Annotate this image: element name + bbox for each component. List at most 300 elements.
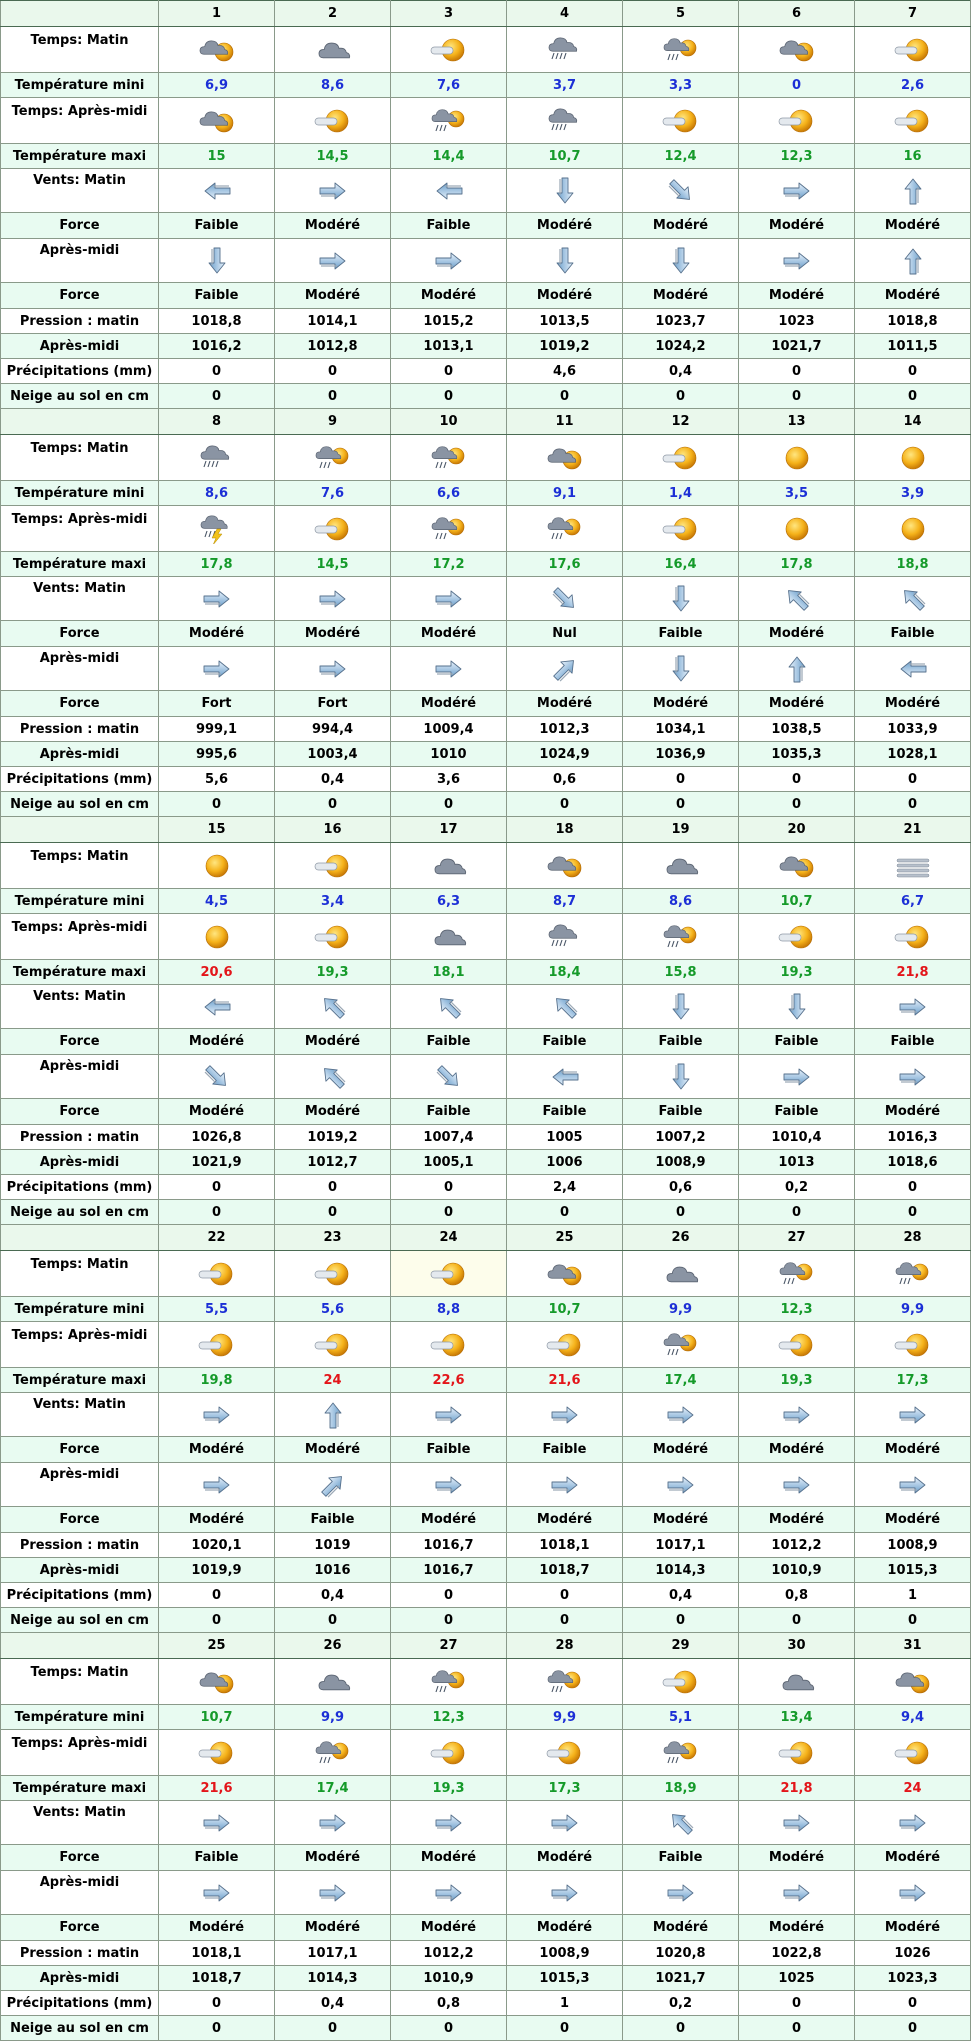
- wind-arrow-left-icon: [159, 985, 275, 1029]
- pressure-cell: 1020,8: [623, 1941, 739, 1966]
- precip-cell: 0: [391, 1583, 507, 1608]
- force-cell: Faible: [159, 213, 275, 239]
- tmin-value: 7,6: [275, 481, 391, 506]
- wind-arrow-left-icon: [855, 647, 971, 691]
- pressure-cell: 1019,9: [159, 1558, 275, 1583]
- snow-cell: 0: [739, 792, 855, 817]
- wind-arrow-up-left-icon: [391, 985, 507, 1029]
- wind-arrow-up-icon: [739, 647, 855, 691]
- snow-cell: 0: [855, 384, 971, 409]
- force-cell: Faible: [507, 1437, 623, 1463]
- pressure-cell: 1028,1: [855, 742, 971, 767]
- row-label: Temps: Après-midi: [1, 98, 159, 144]
- row-label: Neige au sol en cm: [1, 2016, 159, 2041]
- tmin-value: 10,7: [507, 1297, 623, 1322]
- partly-cloudy-icon: [159, 27, 275, 73]
- day-header-row: [1, 817, 971, 843]
- row-label: Neige au sol en cm: [1, 384, 159, 409]
- precip-cell: 0: [739, 1991, 855, 2016]
- partly-cloudy-icon: [507, 1251, 623, 1297]
- sun-cloud-icon: [159, 1322, 275, 1368]
- wind-arrow-right-icon: [739, 239, 855, 283]
- tmax-value: 19,3: [739, 1368, 855, 1393]
- row-label: Temps: Matin: [1, 1251, 159, 1297]
- pressure-cell: 1010,9: [739, 1558, 855, 1583]
- pressure-cell: 1016,2: [159, 334, 275, 359]
- pressure-cell: 1036,9: [623, 742, 739, 767]
- wind-arrow-right-icon: [623, 1871, 739, 1915]
- sky-morning-row: [1, 843, 971, 889]
- tmax-value: 22,6: [391, 1368, 507, 1393]
- force-cell: Modéré: [623, 1915, 739, 1941]
- pressure-cell: 1033,9: [855, 717, 971, 742]
- tmin-value: 9,1: [507, 481, 623, 506]
- force-cell: Modéré: [507, 1915, 623, 1941]
- row-label: Température mini: [1, 1705, 159, 1730]
- precip-cell: 0: [855, 767, 971, 792]
- wind-arrow-right-icon: [507, 1801, 623, 1845]
- snow-row: [1, 1200, 971, 1225]
- wind-arrow-up-icon: [275, 1393, 391, 1437]
- snow-cell: 0: [623, 1200, 739, 1225]
- sun-cloud-icon: [275, 98, 391, 144]
- row-label: Après-midi: [1, 1558, 159, 1583]
- row-label: Neige au sol en cm: [1, 792, 159, 817]
- wind-arrow-up-left-icon: [739, 577, 855, 621]
- day-number: 13: [739, 409, 855, 435]
- row-label: Pression : matin: [1, 309, 159, 334]
- tmax-value: 18,1: [391, 960, 507, 985]
- row-label: Température maxi: [1, 960, 159, 985]
- tmax-value: 17,8: [739, 552, 855, 577]
- wind-afternoon-row: [1, 1463, 971, 1507]
- snow-row: [1, 2016, 971, 2041]
- day-number: 21: [855, 817, 971, 843]
- tmin-value: 6,3: [391, 889, 507, 914]
- pressure-cell: 1019: [275, 1533, 391, 1558]
- force-cell: Faible: [391, 1099, 507, 1125]
- wind-arrow-right-icon: [739, 1871, 855, 1915]
- row-label: Pression : matin: [1, 1533, 159, 1558]
- wind-arrow-right-icon: [275, 647, 391, 691]
- snow-row: [1, 384, 971, 409]
- tmax-value: 10,7: [507, 144, 623, 169]
- force-cell: Modéré: [623, 283, 739, 309]
- tmin-value: 3,3: [623, 73, 739, 98]
- snow-cell: 0: [391, 1200, 507, 1225]
- row-label: Température maxi: [1, 1776, 159, 1801]
- wind-arrow-up-left-icon: [275, 1055, 391, 1099]
- force-cell: Modéré: [159, 1437, 275, 1463]
- day-number: 25: [507, 1225, 623, 1251]
- force-cell: Modéré: [507, 283, 623, 309]
- wind-arrow-right-icon: [855, 1055, 971, 1099]
- snow-cell: 0: [159, 2016, 275, 2041]
- partly-cloudy-icon: [739, 27, 855, 73]
- pressure-cell: 1013,5: [507, 309, 623, 334]
- light-rain-icon: [623, 1322, 739, 1368]
- wind-arrow-right-icon: [507, 1463, 623, 1507]
- force-cell: Faible: [159, 283, 275, 309]
- force-cell: Nul: [507, 621, 623, 647]
- pressure-cell: 1010: [391, 742, 507, 767]
- precip-cell: 0,6: [507, 767, 623, 792]
- pressure-cell: 1026,8: [159, 1125, 275, 1150]
- force-cell: Modéré: [159, 1915, 275, 1941]
- light-rain-icon: [855, 1251, 971, 1297]
- wind-arrow-right-icon: [855, 985, 971, 1029]
- day-number: 28: [507, 1633, 623, 1659]
- row-label: Vents: Matin: [1, 1801, 159, 1845]
- force-cell: Modéré: [739, 1507, 855, 1533]
- sun-cloud-icon: [391, 1730, 507, 1776]
- header-corner: [1, 1, 159, 27]
- day-number: 27: [391, 1633, 507, 1659]
- force-cell: Modéré: [623, 691, 739, 717]
- row-label: Température mini: [1, 481, 159, 506]
- tmin-value: 4,5: [159, 889, 275, 914]
- tmin-value: 9,4: [855, 1705, 971, 1730]
- snow-cell: 0: [739, 1608, 855, 1633]
- row-label: Pression : matin: [1, 1941, 159, 1966]
- wind-arrow-up-left-icon: [623, 1801, 739, 1845]
- day-number: 12: [623, 409, 739, 435]
- tmin-value: 10,7: [159, 1705, 275, 1730]
- wind-arrow-right-icon: [159, 1871, 275, 1915]
- sun-icon: [855, 435, 971, 481]
- snow-cell: 0: [159, 792, 275, 817]
- wind-arrow-right-icon: [159, 577, 275, 621]
- wind-arrow-right-icon: [507, 1871, 623, 1915]
- force-cell: Modéré: [275, 1915, 391, 1941]
- wind-arrow-right-icon: [391, 647, 507, 691]
- pressure-cell: 1013: [739, 1150, 855, 1175]
- row-label: Après-midi: [1, 1150, 159, 1175]
- partly-cloudy-icon: [507, 435, 623, 481]
- row-label: Après-midi: [1, 742, 159, 767]
- pressure-cell: 1016,7: [391, 1533, 507, 1558]
- force-cell: Modéré: [275, 1029, 391, 1055]
- sky-afternoon-row: [1, 506, 971, 552]
- force-cell: Modéré: [855, 1437, 971, 1463]
- row-label: Temps: Après-midi: [1, 1322, 159, 1368]
- wind-arrow-right-icon: [391, 1393, 507, 1437]
- tmax-value: 14,5: [275, 552, 391, 577]
- light-rain-icon: [623, 27, 739, 73]
- row-label: Vents: Matin: [1, 985, 159, 1029]
- row-label: Température mini: [1, 1297, 159, 1322]
- precip-cell: 0: [159, 1583, 275, 1608]
- force-cell: Faible: [623, 1099, 739, 1125]
- force-cell: Modéré: [739, 691, 855, 717]
- row-label: Après-midi: [1, 1966, 159, 1991]
- tmin-value: 12,3: [391, 1705, 507, 1730]
- pressure-cell: 1021,7: [739, 334, 855, 359]
- sun-cloud-icon: [391, 27, 507, 73]
- header-corner: [1, 409, 159, 435]
- day-number: 30: [739, 1633, 855, 1659]
- pressure-afternoon-row: [1, 742, 971, 767]
- force-cell: Modéré: [739, 213, 855, 239]
- pressure-morning-row: [1, 1125, 971, 1150]
- snow-cell: 0: [507, 792, 623, 817]
- tmax-value: 21,6: [159, 1776, 275, 1801]
- tmin-row: [1, 1705, 971, 1730]
- sky-morning-row: [1, 435, 971, 481]
- force-morning-row: [1, 1437, 971, 1463]
- force-cell: Modéré: [391, 1845, 507, 1871]
- snow-cell: 0: [275, 1200, 391, 1225]
- pressure-cell: 1005: [507, 1125, 623, 1150]
- wind-morning-row: [1, 985, 971, 1029]
- day-number: 18: [507, 817, 623, 843]
- tmin-value: 9,9: [623, 1297, 739, 1322]
- precip-cell: 0,4: [623, 359, 739, 384]
- snow-cell: 0: [507, 384, 623, 409]
- row-label: Température mini: [1, 889, 159, 914]
- wind-arrow-down-icon: [739, 985, 855, 1029]
- precip-cell: 0: [159, 1991, 275, 2016]
- sun-icon: [159, 843, 275, 889]
- wind-arrow-right-icon: [739, 1393, 855, 1437]
- wind-arrow-right-icon: [275, 1871, 391, 1915]
- snow-cell: 0: [623, 1608, 739, 1633]
- partly-cloudy-icon: [159, 98, 275, 144]
- wind-arrow-down-icon: [623, 647, 739, 691]
- snow-row: [1, 792, 971, 817]
- row-label: Précipitations (mm): [1, 359, 159, 384]
- pressure-cell: 1008,9: [855, 1533, 971, 1558]
- wind-arrow-right-icon: [159, 1463, 275, 1507]
- force-cell: Modéré: [275, 1845, 391, 1871]
- precip-cell: 5,6: [159, 767, 275, 792]
- partly-cloudy-icon: [159, 1659, 275, 1705]
- force-cell: Faible: [159, 1845, 275, 1871]
- row-label: Force: [1, 1845, 159, 1871]
- force-cell: Faible: [391, 213, 507, 239]
- sun-cloud-icon: [855, 27, 971, 73]
- force-cell: Modéré: [275, 621, 391, 647]
- tmax-value: 17,4: [623, 1368, 739, 1393]
- force-cell: Modéré: [159, 621, 275, 647]
- sky-afternoon-row: [1, 914, 971, 960]
- row-label: Température mini: [1, 73, 159, 98]
- tmin-value: 3,4: [275, 889, 391, 914]
- pressure-cell: 1015,2: [391, 309, 507, 334]
- wind-arrow-right-icon: [623, 1463, 739, 1507]
- cloudy-icon: [275, 27, 391, 73]
- pressure-cell: 1013,1: [391, 334, 507, 359]
- snow-cell: 0: [507, 2016, 623, 2041]
- wind-afternoon-row: [1, 1871, 971, 1915]
- light-rain-icon: [391, 506, 507, 552]
- tmax-value: 18,9: [623, 1776, 739, 1801]
- wind-arrow-up-right-icon: [507, 647, 623, 691]
- storm-icon: [159, 506, 275, 552]
- tmin-value: 3,9: [855, 481, 971, 506]
- row-label: Pression : matin: [1, 717, 159, 742]
- tmin-row: [1, 889, 971, 914]
- pressure-cell: 1026: [855, 1941, 971, 1966]
- row-label: Force: [1, 213, 159, 239]
- tmin-row: [1, 73, 971, 98]
- pressure-cell: 1008,9: [623, 1150, 739, 1175]
- sky-morning-row: [1, 1659, 971, 1705]
- tmax-value: 14,4: [391, 144, 507, 169]
- pressure-cell: 1006: [507, 1150, 623, 1175]
- precip-row: [1, 767, 971, 792]
- precip-cell: 1: [507, 1991, 623, 2016]
- row-label: Temps: Matin: [1, 435, 159, 481]
- force-cell: Faible: [623, 1845, 739, 1871]
- row-label: Force: [1, 1915, 159, 1941]
- wind-morning-row: [1, 169, 971, 213]
- force-cell: Modéré: [739, 1437, 855, 1463]
- precip-cell: 0,4: [275, 1991, 391, 2016]
- snow-cell: 0: [391, 792, 507, 817]
- wind-arrow-right-icon: [275, 169, 391, 213]
- wind-arrow-down-right-icon: [623, 169, 739, 213]
- wind-arrow-up-left-icon: [507, 985, 623, 1029]
- pressure-cell: 1012,2: [739, 1533, 855, 1558]
- force-cell: Modéré: [623, 213, 739, 239]
- tmax-value: 18,4: [507, 960, 623, 985]
- sky-afternoon-row: [1, 1730, 971, 1776]
- force-cell: Modéré: [159, 1029, 275, 1055]
- force-afternoon-row: [1, 283, 971, 309]
- precip-cell: 0: [391, 1175, 507, 1200]
- wind-arrow-down-right-icon: [159, 1055, 275, 1099]
- wind-arrow-up-left-icon: [275, 985, 391, 1029]
- wind-arrow-down-right-icon: [391, 1055, 507, 1099]
- wind-arrow-left-icon: [507, 1055, 623, 1099]
- row-label: Après-midi: [1, 647, 159, 691]
- sun-cloud-icon: [739, 914, 855, 960]
- tmin-value: 3,5: [739, 481, 855, 506]
- day-number: 16: [275, 817, 391, 843]
- sky-morning-row: [1, 27, 971, 73]
- tmax-value: 19,3: [275, 960, 391, 985]
- force-cell: Modéré: [739, 1845, 855, 1871]
- light-rain-icon: [275, 1730, 391, 1776]
- force-cell: Modéré: [739, 283, 855, 309]
- snow-cell: 0: [855, 1608, 971, 1633]
- sun-icon: [739, 435, 855, 481]
- tmax-row: [1, 552, 971, 577]
- force-cell: Modéré: [275, 283, 391, 309]
- force-cell: Faible: [391, 1029, 507, 1055]
- pressure-cell: 1018,7: [159, 1966, 275, 1991]
- wind-arrow-right-icon: [855, 1393, 971, 1437]
- wind-arrow-right-icon: [391, 1801, 507, 1845]
- wind-arrow-down-icon: [623, 239, 739, 283]
- day-number: 29: [623, 1633, 739, 1659]
- snow-cell: 0: [275, 384, 391, 409]
- pressure-morning-row: [1, 309, 971, 334]
- force-afternoon-row: [1, 1099, 971, 1125]
- partly-cloudy-icon: [739, 843, 855, 889]
- row-label: Temps: Après-midi: [1, 1730, 159, 1776]
- wind-arrow-right-icon: [159, 647, 275, 691]
- sun-cloud-icon: [739, 98, 855, 144]
- sun-icon: [855, 506, 971, 552]
- sun-cloud-icon: [507, 1322, 623, 1368]
- pressure-cell: 1007,2: [623, 1125, 739, 1150]
- tmax-value: 17,2: [391, 552, 507, 577]
- pressure-cell: 1018,1: [507, 1533, 623, 1558]
- pressure-cell: 1009,4: [391, 717, 507, 742]
- snow-cell: 0: [159, 1200, 275, 1225]
- pressure-morning-row: [1, 1533, 971, 1558]
- row-label: Après-midi: [1, 1055, 159, 1099]
- row-label: Précipitations (mm): [1, 767, 159, 792]
- tmax-value: 16: [855, 144, 971, 169]
- force-afternoon-row: [1, 1915, 971, 1941]
- tmin-value: 9,9: [275, 1705, 391, 1730]
- precip-cell: 0: [739, 767, 855, 792]
- snow-cell: 0: [159, 1608, 275, 1633]
- wind-arrow-up-icon: [855, 169, 971, 213]
- tmin-value: 6,6: [391, 481, 507, 506]
- day-header-row: [1, 1225, 971, 1251]
- precip-cell: 0: [855, 1175, 971, 1200]
- force-cell: Faible: [507, 1029, 623, 1055]
- force-morning-row: [1, 213, 971, 239]
- pressure-cell: 1025: [739, 1966, 855, 1991]
- tmax-value: 17,4: [275, 1776, 391, 1801]
- wind-arrow-right-icon: [275, 1801, 391, 1845]
- wind-arrow-right-icon: [391, 1871, 507, 1915]
- force-cell: Modéré: [391, 691, 507, 717]
- precip-row: [1, 1583, 971, 1608]
- precip-row: [1, 359, 971, 384]
- tmin-value: 9,9: [855, 1297, 971, 1322]
- pressure-cell: 1019,2: [275, 1125, 391, 1150]
- force-cell: Faible: [623, 621, 739, 647]
- sun-cloud-icon: [275, 1322, 391, 1368]
- rain-icon: [507, 27, 623, 73]
- pressure-cell: 1034,1: [623, 717, 739, 742]
- wind-arrow-right-icon: [159, 1393, 275, 1437]
- pressure-cell: 1007,4: [391, 1125, 507, 1150]
- force-cell: Modéré: [855, 283, 971, 309]
- day-header-row: [1, 1, 971, 27]
- day-number: 9: [275, 409, 391, 435]
- tmin-value: 8,6: [159, 481, 275, 506]
- precip-cell: 0: [739, 359, 855, 384]
- tmin-value: 1,4: [623, 481, 739, 506]
- precip-cell: 0: [275, 1175, 391, 1200]
- pressure-cell: 1023,3: [855, 1966, 971, 1991]
- pressure-cell: 1015,3: [507, 1966, 623, 1991]
- precip-cell: 0: [275, 359, 391, 384]
- row-label: Temps: Matin: [1, 1659, 159, 1705]
- tmax-value: 21,8: [739, 1776, 855, 1801]
- day-header-row: [1, 1633, 971, 1659]
- sun-cloud-icon: [623, 435, 739, 481]
- precip-cell: 0: [159, 1175, 275, 1200]
- light-rain-icon: [275, 435, 391, 481]
- tmin-value: 8,6: [275, 73, 391, 98]
- pressure-afternoon-row: [1, 1558, 971, 1583]
- fog-icon: [855, 843, 971, 889]
- row-label: Après-midi: [1, 239, 159, 283]
- pressure-cell: 1014,1: [275, 309, 391, 334]
- pressure-cell: 1016: [275, 1558, 391, 1583]
- force-cell: Modéré: [739, 1915, 855, 1941]
- snow-cell: 0: [739, 384, 855, 409]
- snow-cell: 0: [855, 792, 971, 817]
